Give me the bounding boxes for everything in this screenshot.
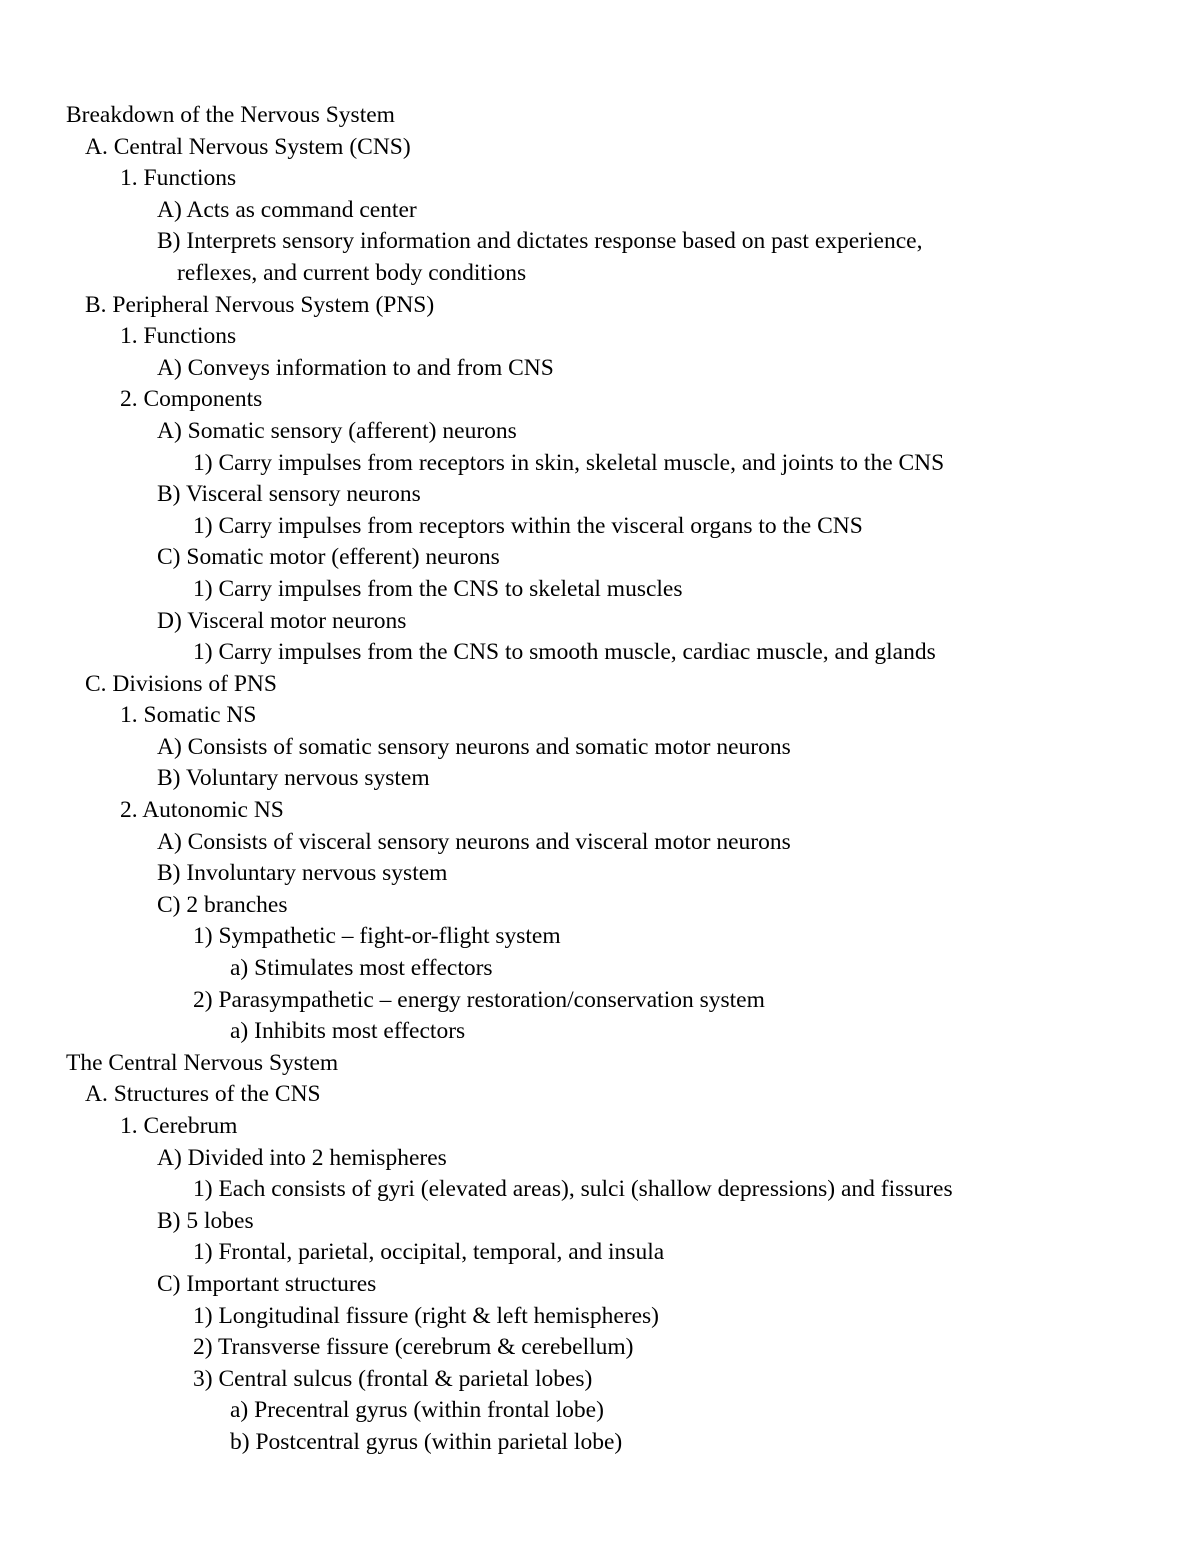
outline-item: 1) Frontal, parietal, occipital, temporal, and insula	[193, 1239, 665, 1266]
outline-item: B) Involuntary nervous system	[157, 860, 448, 887]
outline-item: B) Voluntary nervous system	[157, 765, 430, 792]
outline-item: 1) Carry impulses from the CNS to smooth muscle, cardiac muscle, and glands	[193, 639, 936, 666]
outline-item: C) Important structures	[157, 1270, 377, 1297]
outline-item: 1) Longitudinal fissure (right & left hemispheres)	[193, 1302, 659, 1329]
outline-item: 1) Each consists of gyri (elevated areas), sulci (shallow depressions) and fissures	[193, 1176, 953, 1203]
outline-item: B. Peripheral Nervous System (PNS)	[85, 291, 435, 318]
outline-item: 2. Autonomic NS	[120, 797, 284, 824]
outline-item: 1. Cerebrum	[120, 1113, 238, 1139]
outline-item: 1. Somatic NS	[120, 702, 257, 729]
nervous-system-outline	[66, 100, 1176, 1459]
section-heading: The Central Nervous System	[66, 1049, 339, 1076]
outline-item: C. Divisions of PNS	[85, 670, 277, 697]
outline-item: A. Structures of the CNS	[85, 1081, 321, 1108]
outline-item: 1) Carry impulses from the CNS to skeletal muscles	[193, 575, 683, 602]
outline-item: A. Central Nervous System (CNS)	[85, 133, 411, 160]
outline-item: A) Conveys information to and from CNS	[157, 354, 554, 381]
outline-item: C) 2 branches	[157, 891, 288, 918]
outline-item: A) Consists of somatic sensory neurons and somatic motor neurons	[157, 733, 791, 760]
outline-item: 2. Components	[120, 386, 263, 413]
outline-item: A) Consists of visceral sensory neurons and visceral motor neurons	[157, 828, 791, 855]
outline-item: A) Somatic sensory (afferent) neurons	[157, 417, 517, 444]
outline-item: 1) Sympathetic – fight-or-flight system	[193, 923, 561, 950]
outline-item: B) Interprets sensory information and dictates response based on past experience,	[157, 228, 923, 255]
outline-item: 2) Parasympathetic – energy restoration/conservation system	[193, 986, 765, 1013]
outline-item: 2) Transverse fissure (cerebrum & cerebellum)	[193, 1334, 634, 1361]
outline-item: a) Precentral gyrus (within frontal lobe)	[230, 1397, 604, 1424]
outline-item: B) 5 lobes	[157, 1207, 254, 1234]
outline-item: C) Somatic motor (efferent) neurons	[157, 544, 500, 571]
outline-item: B) Visceral sensory neurons	[157, 481, 421, 508]
outline-item: A) Divided into 2 hemispheres	[157, 1144, 447, 1171]
outline-item: A) Acts as command center	[157, 196, 417, 223]
outline-item: D) Visceral motor neurons	[157, 607, 407, 634]
outline-item: b) Postcentral gyrus (within parietal lobe)	[230, 1428, 623, 1455]
outline-item: 1. Functions	[120, 323, 237, 350]
section-heading: Breakdown of the Nervous System	[66, 102, 395, 128]
outline-item: a) Inhibits most effectors	[230, 1018, 466, 1045]
outline-item: 1. Functions	[120, 165, 237, 192]
outline-item: 3) Central sulcus (frontal & parietal lobes)	[193, 1365, 593, 1392]
outline-item: 1) Carry impulses from receptors in skin, skeletal muscle, and joints to the CNS	[193, 449, 945, 476]
outline-item: 1) Carry impulses from receptors within the visceral organs to the CNS	[193, 512, 863, 539]
outline-item-continuation: reflexes, and current body conditions	[177, 259, 527, 286]
outline-item: a) Stimulates most effectors	[230, 955, 493, 982]
